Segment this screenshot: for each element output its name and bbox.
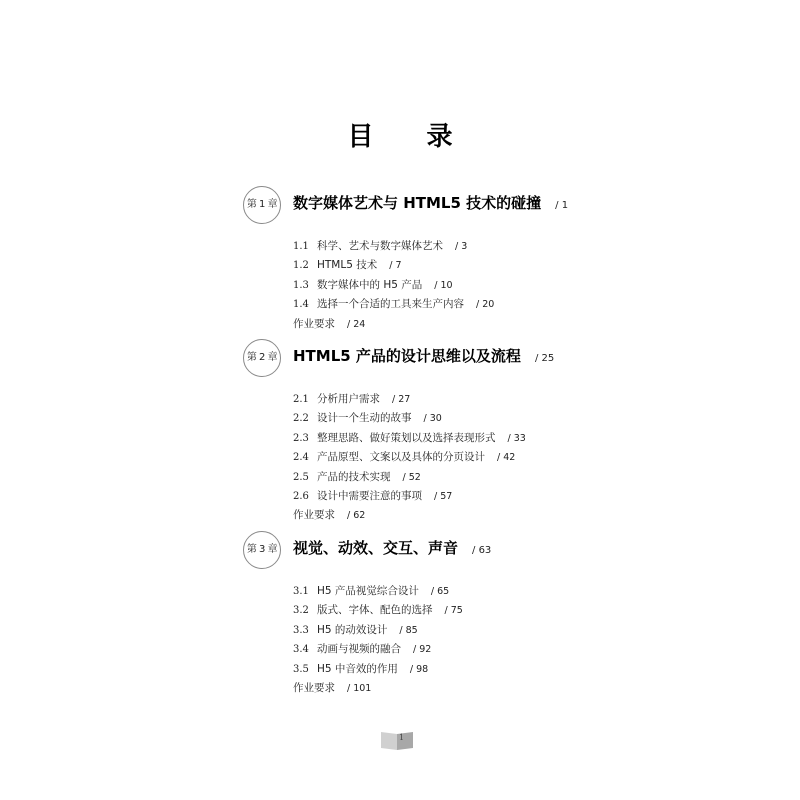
section-page: / 10: [434, 279, 453, 291]
toc-entry[interactable]: [293, 468, 526, 487]
section-page: / 85: [399, 624, 418, 636]
section-title: 整理思路、做好策划以及选择表现形式: [317, 431, 496, 444]
section-title: 科学、艺术与数字媒体艺术: [317, 240, 443, 252]
chapter-title: [293, 192, 568, 213]
section-number: 3.3: [293, 624, 309, 636]
page-title: 目 录: [347, 122, 475, 152]
toc-entry[interactable]: [293, 295, 494, 314]
section-page: / 92: [413, 644, 432, 656]
section-page: / 42: [497, 452, 516, 464]
section-number: 2.6: [293, 490, 309, 502]
chapter-heading[interactable]: [243, 339, 663, 379]
section-title: 分析用户需求: [317, 393, 380, 405]
section-title: 版式、字体、配色的选择: [317, 604, 433, 617]
section-page: / 62: [347, 510, 366, 522]
section-number: 2.3: [293, 432, 309, 444]
section-title: 作业要求: [293, 681, 335, 694]
toc-entry[interactable]: [293, 621, 463, 640]
chapter-title: [293, 537, 491, 558]
chapter-page: / 63: [472, 545, 492, 556]
toc-entry-assignment[interactable]: [293, 315, 494, 334]
section-title: 产品的技术实现: [317, 470, 391, 483]
toc-entry[interactable]: [293, 256, 494, 275]
section-number: 3.1: [293, 586, 309, 597]
page-number: 1: [399, 733, 405, 742]
section-title: 动画与视频的融合: [317, 643, 401, 656]
toc-entry-assignment[interactable]: [293, 506, 526, 525]
chapter-title: [293, 345, 554, 366]
section-page: / 33: [507, 432, 526, 444]
page-corner-mark-icon: [381, 730, 415, 756]
section-title: 作业要求: [293, 317, 335, 330]
chapter-title-text: HTML5 产品的设计思维以及流程: [293, 347, 521, 365]
section-page: / 75: [444, 605, 463, 617]
chapter-badge: 第 1 章: [243, 186, 281, 224]
chapter-heading[interactable]: [243, 186, 663, 226]
section-page: / 20: [476, 299, 495, 311]
section-number: 2.5: [293, 471, 309, 483]
section-page: / 27: [392, 394, 411, 405]
toc-entry[interactable]: [293, 448, 526, 467]
chapter-badge: 第 3 章: [243, 531, 281, 569]
chapter-heading[interactable]: [243, 531, 663, 571]
section-page: / 57: [434, 490, 453, 502]
section-page: / 65: [430, 586, 450, 597]
section-list: [293, 237, 494, 334]
section-number: 2.1: [293, 394, 309, 405]
toc-entry[interactable]: [293, 601, 463, 620]
section-list: [293, 390, 526, 526]
section-number: 1.3: [293, 279, 309, 291]
toc-entry[interactable]: [293, 237, 494, 256]
section-title: 作业要求: [293, 509, 335, 522]
section-page: / 98: [409, 663, 429, 675]
toc-entry[interactable]: [293, 390, 526, 409]
chapter-3: [243, 531, 663, 694]
section-page: / 30: [423, 413, 442, 425]
chapter-badge: 第 2 章: [243, 339, 281, 377]
toc-entry[interactable]: [293, 276, 494, 295]
section-number: 3.4: [293, 644, 309, 656]
section-page: / 52: [402, 471, 421, 483]
section-page: / 3: [455, 241, 468, 252]
chapter-page: / 1: [555, 200, 569, 211]
section-number: 3.2: [293, 605, 309, 617]
section-title: HTML5 技术: [317, 259, 378, 272]
section-number: 2.2: [293, 413, 309, 425]
section-page: / 7: [389, 260, 402, 272]
chapter-1: [243, 186, 663, 330]
section-number: 1.4: [293, 299, 309, 311]
section-title: H5 中音效的作用: [317, 662, 398, 675]
toc-entry[interactable]: [293, 429, 526, 448]
toc-entry[interactable]: [293, 409, 526, 428]
chapter-title-text: 数字媒体艺术与 HTML5 技术的碰撞: [293, 194, 542, 212]
chapter-2: [243, 339, 663, 522]
chapter-page: / 25: [534, 353, 555, 364]
toc-entry[interactable]: [293, 660, 463, 679]
toc-entry[interactable]: [293, 582, 463, 601]
chapter-title-text: 视觉、动效、交互、声音: [293, 539, 459, 557]
section-number: 1.2: [293, 260, 309, 272]
toc-entry-assignment[interactable]: [293, 679, 463, 698]
section-list: [293, 582, 463, 698]
section-page: / 101: [347, 682, 372, 694]
section-title: 数字媒体中的 H5 产品: [317, 278, 423, 291]
section-page: / 24: [347, 318, 366, 330]
section-title: 产品原型、文案以及具体的分页设计: [317, 451, 485, 464]
section-title: 选择一个合适的工具来生产内容: [317, 298, 464, 311]
section-title: H5 产品视觉综合设计: [317, 585, 419, 597]
toc-entry[interactable]: [293, 487, 526, 506]
section-number: 3.5: [293, 663, 309, 675]
section-title: H5 的动效设计: [317, 623, 388, 636]
section-title: 设计中需要注意的事项: [317, 489, 422, 502]
section-title: 设计一个生动的故事: [317, 412, 412, 425]
section-number: 2.4: [293, 452, 309, 464]
toc-entry[interactable]: [293, 640, 463, 659]
section-number: 1.1: [293, 241, 309, 252]
